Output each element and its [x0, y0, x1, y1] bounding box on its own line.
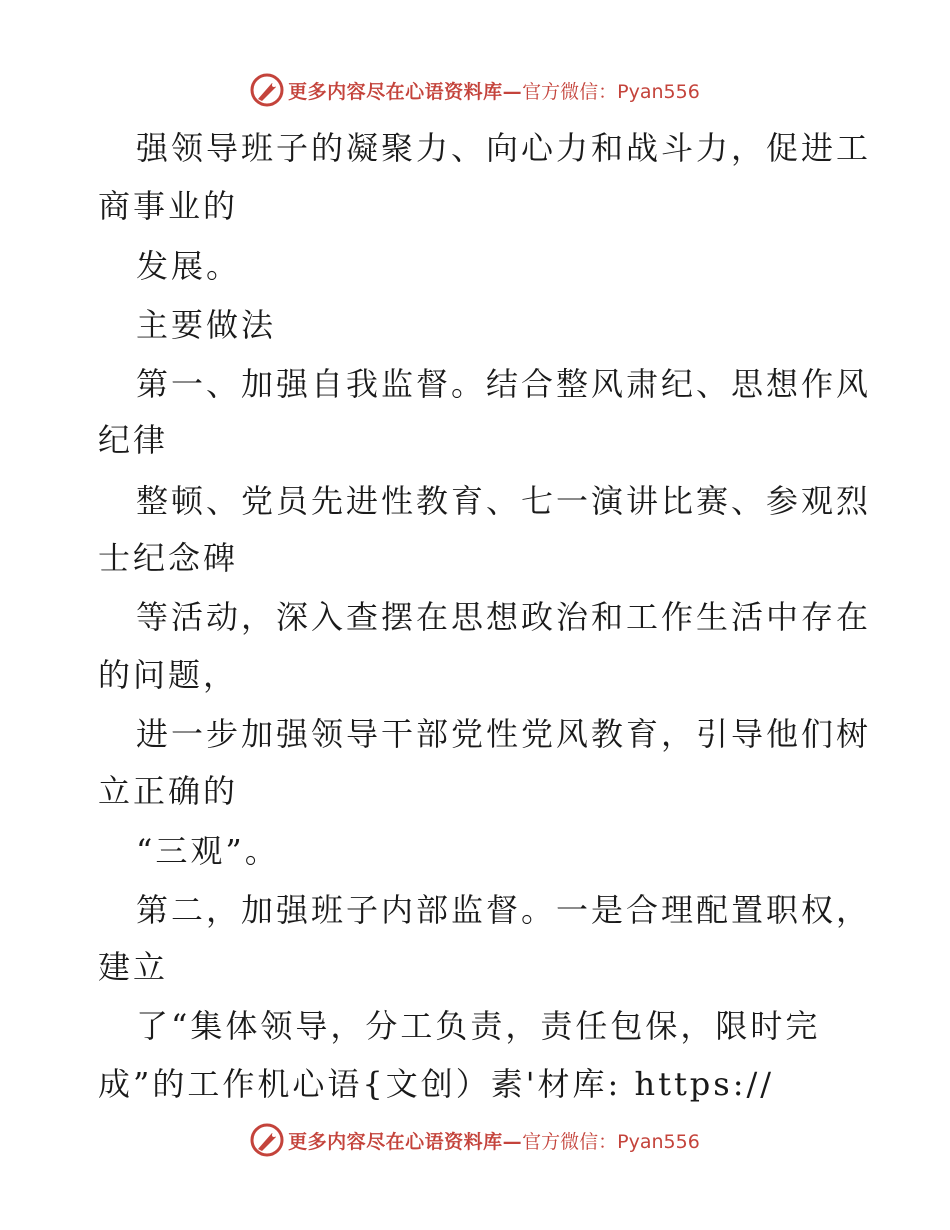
text-line: 第二，加强班子内部监督。一是合理配置职权，	[136, 891, 872, 929]
text-line: 士纪念碑	[98, 539, 239, 577]
text-line: 发展。	[136, 247, 242, 285]
text-line: 进一步加强领导干部党性党风教育，引导他们树	[136, 715, 872, 753]
text-line: 主要做法	[136, 306, 277, 344]
text-line: 商事业的	[98, 187, 239, 225]
watermark-wechat: 官方微信：Pyan556	[522, 80, 700, 103]
watermark-wechat: 官方微信：Pyan556	[522, 1130, 700, 1153]
text-line: “三观”。	[136, 832, 280, 870]
footer-watermark	[0, 1120, 950, 1160]
text-line: 等活动，深入查摆在思想政治和工作生活中存在	[136, 598, 872, 636]
text-line: 建立	[98, 948, 169, 986]
watermark-text: 更多内容尽在心语资料库—	[288, 1130, 523, 1153]
text-line: 成”的工作机心语{文创）素'材库: https://	[98, 1065, 775, 1103]
text-line: 了“集体领导，分工负责，责任包保，限时完	[136, 1007, 821, 1045]
text-line: 的问题，	[98, 656, 239, 694]
pen-nib-logo-icon	[250, 1123, 284, 1157]
text-line: 强领导班子的凝聚力、向心力和战斗力，促进工	[136, 129, 872, 167]
text-line: 纪律	[98, 421, 169, 459]
text-line: 整顿、党员先进性教育、七一演讲比赛、参观烈	[136, 482, 872, 520]
header-watermark	[0, 70, 950, 110]
watermark-text: 更多内容尽在心语资料库—	[288, 80, 523, 103]
pen-nib-logo-icon	[250, 73, 284, 107]
text-line: 立正确的	[98, 772, 239, 810]
text-line: 第一、加强自我监督。结合整风肃纪、思想作风	[136, 365, 872, 403]
